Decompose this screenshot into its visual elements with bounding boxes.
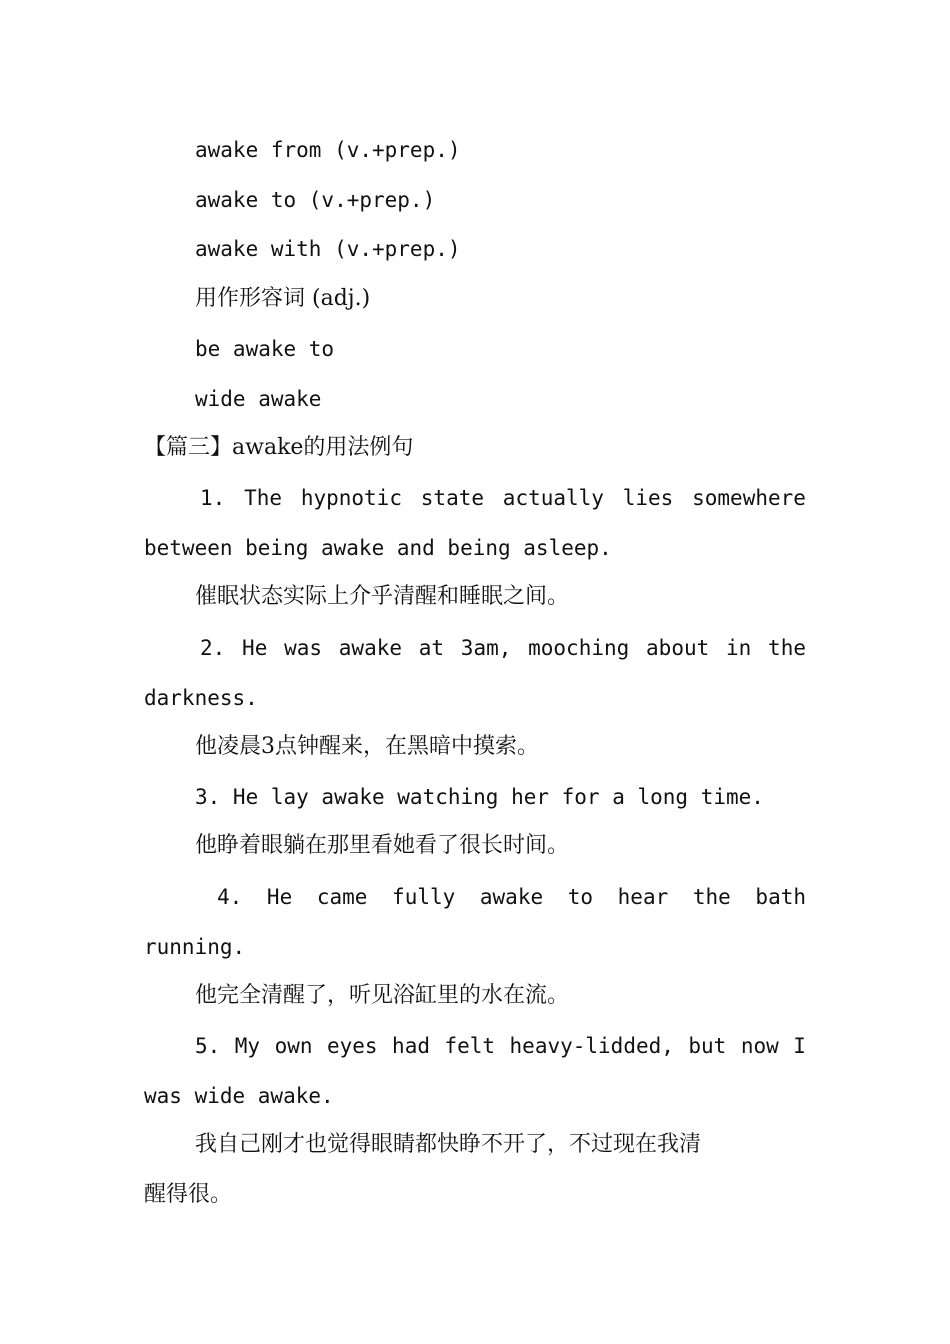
word: 3am, bbox=[460, 636, 512, 660]
word: My bbox=[234, 1034, 261, 1058]
word: heavy-lidded, bbox=[509, 1034, 674, 1058]
word: 4. bbox=[217, 885, 243, 909]
word: I bbox=[793, 1034, 806, 1058]
word: 1. bbox=[200, 486, 226, 510]
example-2-english-line-1 bbox=[200, 634, 806, 662]
word: own bbox=[274, 1034, 313, 1058]
word: to bbox=[567, 885, 594, 909]
word: lies bbox=[622, 486, 674, 510]
word: mooching bbox=[528, 636, 630, 660]
example-1-chinese: 催眠状态实际上介乎清醒和睡眠之间。 bbox=[195, 584, 570, 609]
word: at bbox=[418, 636, 445, 660]
word: hear bbox=[617, 885, 669, 909]
word: but bbox=[688, 1034, 727, 1058]
word: the bbox=[768, 636, 806, 660]
example-5-chinese-line-2: 醒得很。 bbox=[144, 1182, 233, 1207]
word: The bbox=[244, 486, 283, 510]
example-4-chinese: 他完全清醒了，听见浴缸里的水在流。 bbox=[195, 983, 570, 1008]
word: in bbox=[726, 636, 752, 660]
word: had bbox=[392, 1034, 430, 1058]
word: He bbox=[242, 636, 268, 660]
example-3-chinese: 他睁着眼躺在那里看她看了很长时间。 bbox=[195, 833, 570, 858]
word: awake bbox=[479, 885, 544, 909]
word: bath bbox=[755, 885, 806, 909]
example-4-english-line-2: running. bbox=[144, 935, 246, 959]
word: fully bbox=[392, 885, 456, 909]
example-2-chinese: 他凌晨3点钟醒来，在黑暗中摸索。 bbox=[195, 734, 539, 759]
word: the bbox=[692, 885, 731, 909]
collocation-wide-awake: wide awake bbox=[195, 387, 322, 411]
word: hypnotic bbox=[300, 486, 402, 510]
word: awake bbox=[338, 636, 402, 660]
example-5-chinese-line-1: 我自己刚才也觉得眼睛都快睁不开了，不过现在我清 bbox=[195, 1132, 702, 1157]
adjective-usage-heading: 用作形容词 (adj.) bbox=[195, 286, 371, 311]
collocation-awake-from: awake from (v.+prep.) bbox=[195, 138, 461, 162]
example-1-english-line-2: between being awake and being asleep. bbox=[144, 536, 612, 560]
word: somewhere bbox=[692, 486, 806, 510]
word: eyes bbox=[326, 1034, 378, 1058]
example-3-english: 3. He lay awake watching her for a long time. bbox=[195, 785, 764, 809]
example-4-english-line-1 bbox=[217, 883, 806, 911]
example-2-english-line-2: darkness. bbox=[144, 686, 258, 710]
collocation-be-awake-to: be awake to bbox=[195, 337, 335, 361]
example-5-english-line-1 bbox=[195, 1032, 806, 1060]
collocation-awake-with: awake with (v.+prep.) bbox=[195, 237, 461, 261]
word: came bbox=[316, 885, 368, 909]
word: 2. bbox=[200, 636, 226, 660]
word: about bbox=[646, 636, 710, 660]
section-heading: 【篇三】awake的用法例句 bbox=[144, 435, 414, 460]
word: actually bbox=[502, 486, 604, 510]
word: was bbox=[284, 636, 323, 660]
word: now bbox=[740, 1034, 779, 1058]
word: He bbox=[266, 885, 293, 909]
word: state bbox=[420, 486, 484, 510]
example-1-english-line-1 bbox=[200, 484, 806, 512]
word: felt bbox=[444, 1034, 496, 1058]
collocation-awake-to: awake to (v.+prep.) bbox=[195, 188, 436, 212]
example-5-english-line-2: was wide awake. bbox=[144, 1084, 334, 1108]
word: 5. bbox=[195, 1034, 221, 1058]
